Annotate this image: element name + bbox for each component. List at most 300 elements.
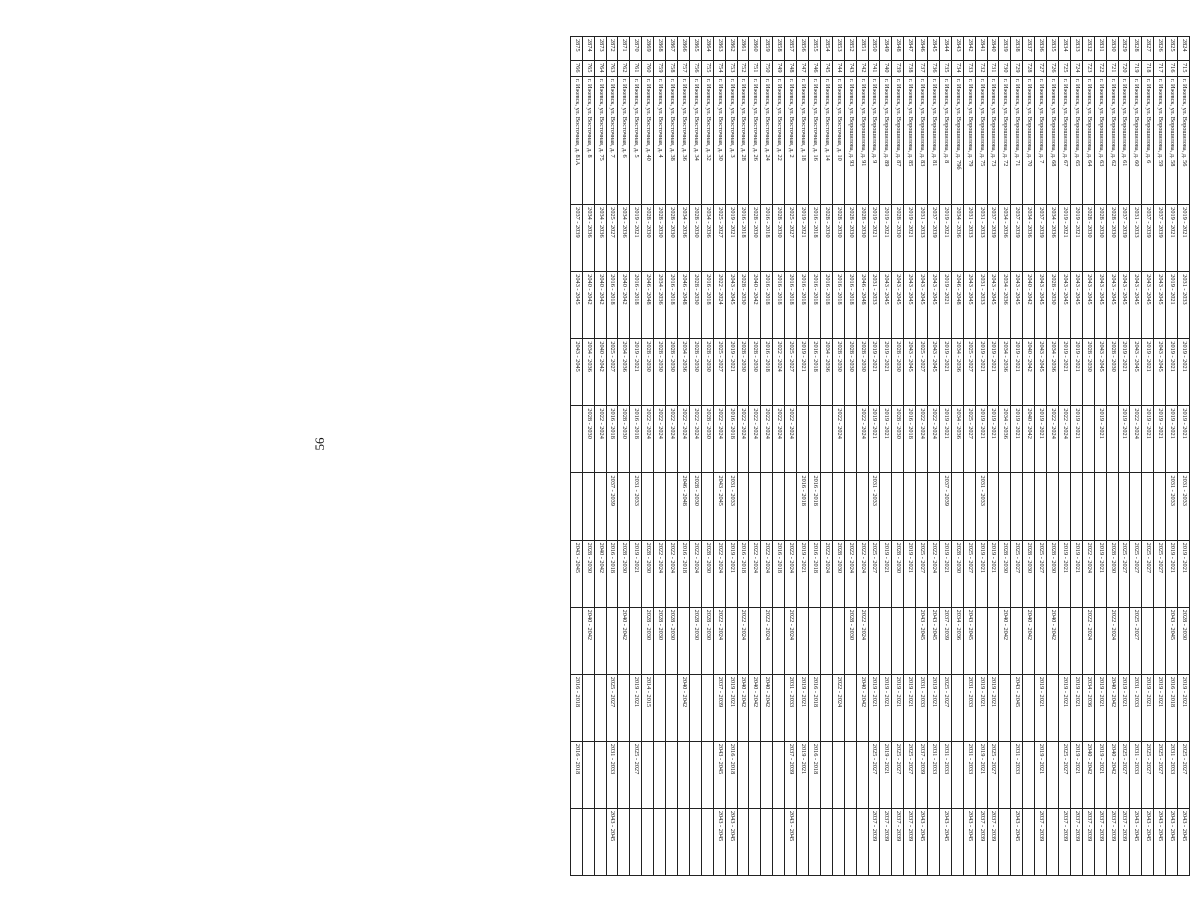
period-cell: 2016 - 2018 [630, 272, 642, 339]
period-cell: 2019 - 2021 [797, 205, 809, 272]
table-row [939, 37, 951, 876]
period-cell: 2037 - 2039 [987, 205, 999, 272]
period-cell: 2022 - 2024 [785, 607, 797, 674]
row-number-cell: 2870 [630, 37, 642, 61]
period-cell: 2043 - 2045 [892, 272, 904, 339]
period-cell [737, 473, 749, 540]
object-id-cell: 736 [928, 61, 940, 77]
object-id-cell: 731 [987, 61, 999, 77]
period-cell: 2043 - 2045 [904, 272, 916, 339]
period-cell: 2040 - 2042 [749, 272, 761, 339]
period-cell: 2043 - 2045 [1154, 339, 1166, 406]
object-id-cell: 718 [1142, 61, 1154, 77]
object-id-cell: 750 [761, 61, 773, 77]
table-row [1154, 37, 1166, 876]
period-cell: 2040 - 2042 [856, 674, 868, 741]
period-cell: 2022 - 2024 [713, 607, 725, 674]
period-cell: 2043 - 2045 [1118, 272, 1130, 339]
period-cell [975, 607, 987, 674]
period-cell: 2037 - 2039 [1035, 205, 1047, 272]
table-row [904, 37, 916, 876]
object-id-cell: 744 [832, 61, 844, 77]
period-cell: 2028 - 2030 [582, 406, 594, 473]
period-cell: 2016 - 2018 [904, 406, 916, 473]
row-number-cell: 2862 [725, 37, 737, 61]
period-cell [987, 473, 999, 540]
period-cell: 2043 - 2045 [1070, 272, 1082, 339]
object-id-cell: 738 [904, 61, 916, 77]
period-cell: 2028 - 2030 [666, 205, 678, 272]
period-cell: 2040 - 2042 [1082, 741, 1094, 808]
table-row [618, 37, 630, 876]
period-cell [820, 741, 832, 808]
address-cell: г. Ижевск, ул. Ворошилова, д. 6 [1142, 77, 1154, 205]
period-cell: 2043 - 2045 [1035, 339, 1047, 406]
period-cell: 2034 - 2036 [594, 205, 606, 272]
period-cell [630, 607, 642, 674]
period-cell: 2028 - 2030 [856, 205, 868, 272]
object-id-cell: 726 [1047, 61, 1059, 77]
object-id-cell: 746 [809, 61, 821, 77]
period-cell: 2019 - 2021 [868, 406, 880, 473]
table-row [749, 37, 761, 876]
address-cell: г. Ижевск, ул. Ворошилова, д. 73 [987, 77, 999, 205]
period-cell [1094, 607, 1106, 674]
period-cell [582, 741, 594, 808]
object-id-cell: 716 [1166, 61, 1178, 77]
period-cell [642, 473, 654, 540]
table-row [1178, 37, 1190, 876]
object-id-cell: 760 [642, 61, 654, 77]
period-cell: 2019 - 2021 [1011, 406, 1023, 473]
period-cell: 2019 - 2021 [1070, 741, 1082, 808]
period-cell: 2037 - 2039 [987, 808, 999, 875]
row-number-cell: 2824 [1178, 37, 1190, 61]
period-cell [606, 607, 618, 674]
period-cell: 2034 - 2036 [999, 339, 1011, 406]
period-cell: 2028 - 2030 [1106, 540, 1118, 607]
period-cell: 2037 - 2039 [928, 205, 940, 272]
period-cell: 2022 - 2024 [1047, 406, 1059, 473]
period-cell: 2028 - 2030 [951, 540, 963, 607]
period-cell: 2031 - 2033 [785, 674, 797, 741]
period-cell [1106, 473, 1118, 540]
row-number-cell: 2859 [761, 37, 773, 61]
table-row [868, 37, 880, 876]
period-cell: 2025 - 2027 [606, 674, 618, 741]
period-cell: 2031 - 2033 [606, 741, 618, 808]
period-cell [1070, 607, 1082, 674]
period-cell: 2022 - 2024 [928, 540, 940, 607]
period-cell: 2043 - 2045 [1106, 272, 1118, 339]
period-cell: 2028 - 2030 [844, 339, 856, 406]
object-id-cell: 757 [678, 61, 690, 77]
period-cell: 2034 - 2036 [678, 339, 690, 406]
period-cell: 2022 - 2024 [749, 540, 761, 607]
period-cell: 2043 - 2045 [1035, 272, 1047, 339]
address-cell: г. Ижевск, ул. Ворошилова, д. 79б [951, 77, 963, 205]
object-id-cell: 732 [975, 61, 987, 77]
period-cell [761, 808, 773, 875]
address-cell: г. Ижевск, ул. Ворошилова, д. 8 [939, 77, 951, 205]
period-cell: 2028 - 2030 [701, 607, 713, 674]
period-cell: 2028 - 2030 [689, 205, 701, 272]
period-cell [820, 406, 832, 473]
period-cell: 2028 - 2030 [737, 272, 749, 339]
row-number-cell: 2867 [666, 37, 678, 61]
period-cell: 2040 - 2042 [1023, 339, 1035, 406]
period-cell: 2019 - 2021 [1166, 272, 1178, 339]
period-cell: 2019 - 2021 [939, 205, 951, 272]
period-cell: 2016 - 2018 [809, 272, 821, 339]
period-cell: 2043 - 2045 [1011, 808, 1023, 875]
period-cell: 2040 - 2042 [1106, 674, 1118, 741]
period-cell: 2019 - 2021 [939, 540, 951, 607]
period-cell: 2043 - 2045 [1142, 272, 1154, 339]
period-cell: 2037 - 2039 [713, 674, 725, 741]
period-cell: 2031 - 2033 [1166, 473, 1178, 540]
object-id-cell: 751 [749, 61, 761, 77]
table-row [856, 37, 868, 876]
period-cell: 2028 - 2030 [689, 272, 701, 339]
period-cell [951, 473, 963, 540]
table-row [606, 37, 618, 876]
period-cell: 2028 - 2030 [642, 607, 654, 674]
period-cell [832, 808, 844, 875]
period-cell: 2016 - 2018 [773, 272, 785, 339]
row-number-cell: 2872 [606, 37, 618, 61]
repair-schedule-table [570, 36, 1190, 876]
period-cell [594, 808, 606, 875]
period-cell: 2040 - 2042 [737, 674, 749, 741]
table-row [880, 37, 892, 876]
period-cell: 2037 - 2039 [1118, 808, 1130, 875]
period-cell [618, 674, 630, 741]
period-cell: 2037 - 2039 [1094, 808, 1106, 875]
period-cell: 2043 - 2045 [1094, 339, 1106, 406]
object-id-cell: 755 [701, 61, 713, 77]
period-cell: 2025 - 2027 [1142, 741, 1154, 808]
table-row [594, 37, 606, 876]
period-cell [594, 674, 606, 741]
period-cell: 2019 - 2021 [1178, 205, 1190, 272]
period-cell: 2022 - 2024 [642, 406, 654, 473]
address-cell: г. Ижевск, ул. Ворошилова, д. 89 [880, 77, 892, 205]
period-cell: 2034 - 2036 [654, 272, 666, 339]
table-body [570, 37, 1189, 876]
period-cell [678, 808, 690, 875]
period-cell: 2037 - 2039 [1142, 205, 1154, 272]
object-id-cell: 719 [1130, 61, 1142, 77]
row-number-cell: 2832 [1082, 37, 1094, 61]
period-cell: 2019 - 2021 [975, 339, 987, 406]
period-cell [749, 808, 761, 875]
period-cell: 2031 - 2033 [975, 272, 987, 339]
period-cell: 2037 - 2039 [1154, 205, 1166, 272]
period-cell: 2022 - 2024 [785, 406, 797, 473]
period-cell: 2016 - 2018 [606, 406, 618, 473]
object-id-cell: 734 [951, 61, 963, 77]
period-cell: 2028 - 2030 [642, 205, 654, 272]
period-cell: 2019 - 2021 [725, 674, 737, 741]
address-cell: г. Ижевск, ул. Ворошилова, д. 7 [1035, 77, 1047, 205]
period-cell: 2019 - 2021 [725, 205, 737, 272]
period-cell: 2028 - 2030 [749, 339, 761, 406]
period-cell: 2028 - 2030 [832, 205, 844, 272]
period-cell: 2025 - 2027 [963, 540, 975, 607]
period-cell: 2025 - 2027 [1118, 540, 1130, 607]
period-cell: 2028 - 2030 [892, 540, 904, 607]
period-cell: 2019 - 2021 [630, 674, 642, 741]
period-cell [1059, 607, 1071, 674]
table-row [678, 37, 690, 876]
address-cell: г. Ижевск, ул. Ворошилова, д. 93 [844, 77, 856, 205]
period-cell [1106, 406, 1118, 473]
period-cell: 2037 - 2039 [1011, 205, 1023, 272]
period-cell: 2025 - 2027 [916, 339, 928, 406]
period-cell: 2031 - 2033 [975, 205, 987, 272]
period-cell [1070, 473, 1082, 540]
address-cell: г. Ижевск, ул. Ворошилова, д. 79 [963, 77, 975, 205]
row-number-cell: 2853 [832, 37, 844, 61]
row-number-cell: 2845 [928, 37, 940, 61]
object-id-cell: 749 [773, 61, 785, 77]
period-cell: 2046 - 2048 [678, 272, 690, 339]
period-cell [582, 473, 594, 540]
object-id-cell: 715 [1178, 61, 1190, 77]
period-cell [951, 741, 963, 808]
period-cell: 2025 - 2027 [939, 674, 951, 741]
period-cell: 2043 - 2045 [725, 272, 737, 339]
period-cell: 2019 - 2021 [904, 205, 916, 272]
row-number-cell: 2863 [713, 37, 725, 61]
period-cell: 2034 - 2036 [1082, 674, 1094, 741]
period-cell: 2016 - 2018 [820, 272, 832, 339]
period-cell [678, 741, 690, 808]
address-cell: г. Ижевск, ул. Ворошилова, д. 85 [904, 77, 916, 205]
period-cell: 2022 - 2024 [761, 406, 773, 473]
period-cell: 2028 - 2030 [701, 339, 713, 406]
period-cell: 2040 - 2042 [1023, 607, 1035, 674]
period-cell: 2031 - 2033 [1166, 741, 1178, 808]
object-id-cell: 740 [880, 61, 892, 77]
period-cell: 2019 - 2021 [892, 674, 904, 741]
object-id-cell: 725 [1059, 61, 1071, 77]
period-cell: 2028 - 2030 [1178, 607, 1190, 674]
period-cell [892, 473, 904, 540]
row-number-cell: 2855 [809, 37, 821, 61]
period-cell: 2016 - 2018 [832, 272, 844, 339]
period-cell: 2040 - 2042 [678, 674, 690, 741]
period-cell: 2022 - 2024 [749, 406, 761, 473]
period-cell: 2022 - 2024 [761, 607, 773, 674]
table-row [844, 37, 856, 876]
period-cell: 2019 - 2021 [1070, 205, 1082, 272]
period-cell [904, 473, 916, 540]
period-cell: 2025 - 2027 [606, 205, 618, 272]
period-cell: 2028 - 2030 [666, 339, 678, 406]
period-cell: 2019 - 2021 [975, 406, 987, 473]
period-cell [1082, 473, 1094, 540]
row-number-cell: 2857 [785, 37, 797, 61]
table-row [963, 37, 975, 876]
period-cell: 2022 - 2024 [856, 406, 868, 473]
period-cell [785, 473, 797, 540]
period-cell: 2019 - 2021 [1094, 406, 1106, 473]
period-cell: 2019 - 2021 [1118, 339, 1130, 406]
table-row [1118, 37, 1130, 876]
period-cell [1023, 473, 1035, 540]
period-cell [666, 741, 678, 808]
period-cell: 2043 - 2045 [1094, 272, 1106, 339]
object-id-cell: 717 [1154, 61, 1166, 77]
period-cell: 2022 - 2024 [1059, 406, 1071, 473]
address-cell: г. Ижевск, ул. Ворошилова, д. 62 [1106, 77, 1118, 205]
period-cell: 2022 - 2024 [689, 540, 701, 607]
period-cell: 2037 - 2039 [904, 808, 916, 875]
period-cell: 2043 - 2045 [606, 808, 618, 875]
address-cell: г. Ижевск, ул. Ворошилова, д. 58 [1166, 77, 1178, 205]
period-cell: 2019 - 2021 [725, 339, 737, 406]
address-cell: г. Ижевск, ул. Ворошилова, д. 63 [1094, 77, 1106, 205]
object-id-cell: 759 [654, 61, 666, 77]
object-id-cell: 730 [999, 61, 1011, 77]
table-row [797, 37, 809, 876]
period-cell: 2034 - 2036 [618, 339, 630, 406]
period-cell: 2040 - 2042 [1106, 741, 1118, 808]
table-row [951, 37, 963, 876]
period-cell: 2019 - 2021 [880, 674, 892, 741]
address-cell: г. Ижевск, ул. Восточная, д. 14 [820, 77, 832, 205]
object-id-cell: 737 [916, 61, 928, 77]
period-cell: 2016 - 2018 [809, 540, 821, 607]
table-row [916, 37, 928, 876]
period-cell [809, 808, 821, 875]
period-cell: 2019 - 2021 [1035, 741, 1047, 808]
period-cell [1047, 473, 1059, 540]
period-cell [618, 473, 630, 540]
period-cell: 2019 - 2021 [797, 741, 809, 808]
period-cell: 2022 - 2024 [654, 540, 666, 607]
period-cell: 2031 - 2033 [939, 741, 951, 808]
period-cell: 2019 - 2021 [630, 540, 642, 607]
period-cell [1142, 473, 1154, 540]
period-cell: 2022 - 2024 [928, 406, 940, 473]
period-cell [832, 473, 844, 540]
period-cell: 2022 - 2024 [856, 607, 868, 674]
period-cell: 2034 - 2036 [820, 339, 832, 406]
table-row [1070, 37, 1082, 876]
address-cell: г. Ижевск, ул. Восточная, д. 75 [594, 77, 606, 205]
period-cell: 2037 - 2039 [606, 473, 618, 540]
period-cell: 2028 - 2030 [856, 339, 868, 406]
period-cell: 2040 - 2042 [582, 272, 594, 339]
period-cell [570, 406, 582, 473]
period-cell: 2025 - 2027 [868, 540, 880, 607]
period-cell: 2043 - 2045 [1154, 808, 1166, 875]
row-number-cell: 2839 [999, 37, 1011, 61]
period-cell [928, 473, 940, 540]
period-cell: 2016 - 2018 [761, 339, 773, 406]
period-cell: 2022 - 2024 [1082, 607, 1094, 674]
address-cell: г. Ижевск, ул. Восточная, д. 40 [642, 77, 654, 205]
period-cell: 2019 - 2021 [880, 540, 892, 607]
period-cell: 2019 - 2021 [868, 205, 880, 272]
period-cell: 2031 - 2033 [963, 205, 975, 272]
period-cell: 2019 - 2021 [1178, 406, 1190, 473]
period-cell [904, 607, 916, 674]
period-cell: 2025 - 2027 [1059, 741, 1071, 808]
period-cell: 2019 - 2021 [797, 540, 809, 607]
period-cell: 2034 - 2036 [1047, 205, 1059, 272]
period-cell: 2022 - 2024 [832, 406, 844, 473]
table-row [928, 37, 940, 876]
period-cell: 2043 - 2045 [1130, 339, 1142, 406]
object-id-cell: 721 [1106, 61, 1118, 77]
address-cell: г. Ижевск, ул. Восточная, д. 22 [773, 77, 785, 205]
period-cell: 2028 - 2030 [892, 339, 904, 406]
period-cell: 2019 - 2021 [1142, 674, 1154, 741]
period-cell: 2040 - 2042 [618, 272, 630, 339]
period-cell: 2022 - 2024 [820, 540, 832, 607]
period-cell [1011, 473, 1023, 540]
period-cell: 2019 - 2021 [1070, 540, 1082, 607]
period-cell [666, 674, 678, 741]
period-cell: 2019 - 2021 [1118, 406, 1130, 473]
row-number-cell: 2831 [1094, 37, 1106, 61]
period-cell: 2043 - 2045 [1166, 607, 1178, 674]
period-cell [1011, 607, 1023, 674]
row-number-cell: 2841 [975, 37, 987, 61]
page-number: 56 [312, 437, 327, 451]
period-cell [916, 473, 928, 540]
row-number-cell: 2864 [701, 37, 713, 61]
period-cell: 2031 - 2033 [868, 272, 880, 339]
period-cell [951, 808, 963, 875]
object-id-cell: 766 [570, 61, 582, 77]
period-cell: 2040 - 2042 [1047, 607, 1059, 674]
period-cell [844, 808, 856, 875]
table-row [630, 37, 642, 876]
row-number-cell: 2858 [773, 37, 785, 61]
period-cell: 2016 - 2018 [761, 272, 773, 339]
row-number-cell: 2836 [1035, 37, 1047, 61]
period-cell: 2022 - 2024 [689, 406, 701, 473]
period-cell: 2043 - 2045 [1082, 272, 1094, 339]
period-cell: 2019 - 2021 [1035, 674, 1047, 741]
period-cell [725, 607, 737, 674]
period-cell: 2025 - 2027 [785, 205, 797, 272]
row-number-cell: 2844 [939, 37, 951, 61]
period-cell: 2022 - 2024 [737, 406, 749, 473]
table-row [701, 37, 713, 876]
period-cell [1130, 473, 1142, 540]
period-cell: 2028 - 2030 [618, 540, 630, 607]
row-number-cell: 2861 [737, 37, 749, 61]
period-cell: 2034 - 2036 [582, 205, 594, 272]
address-cell: г. Ижевск, ул. Ворошилова, д. 61 [1118, 77, 1130, 205]
row-number-cell: 2834 [1059, 37, 1071, 61]
period-cell [963, 473, 975, 540]
period-cell: 2025 - 2027 [1130, 607, 1142, 674]
period-cell: 2019 - 2021 [975, 674, 987, 741]
period-cell: 2016 - 2018 [809, 741, 821, 808]
row-number-cell: 2871 [618, 37, 630, 61]
period-cell [1118, 607, 1130, 674]
period-cell: 2037 - 2039 [1118, 205, 1130, 272]
period-cell: 2034 - 2036 [999, 272, 1011, 339]
period-cell: 2022 - 2024 [1106, 607, 1118, 674]
